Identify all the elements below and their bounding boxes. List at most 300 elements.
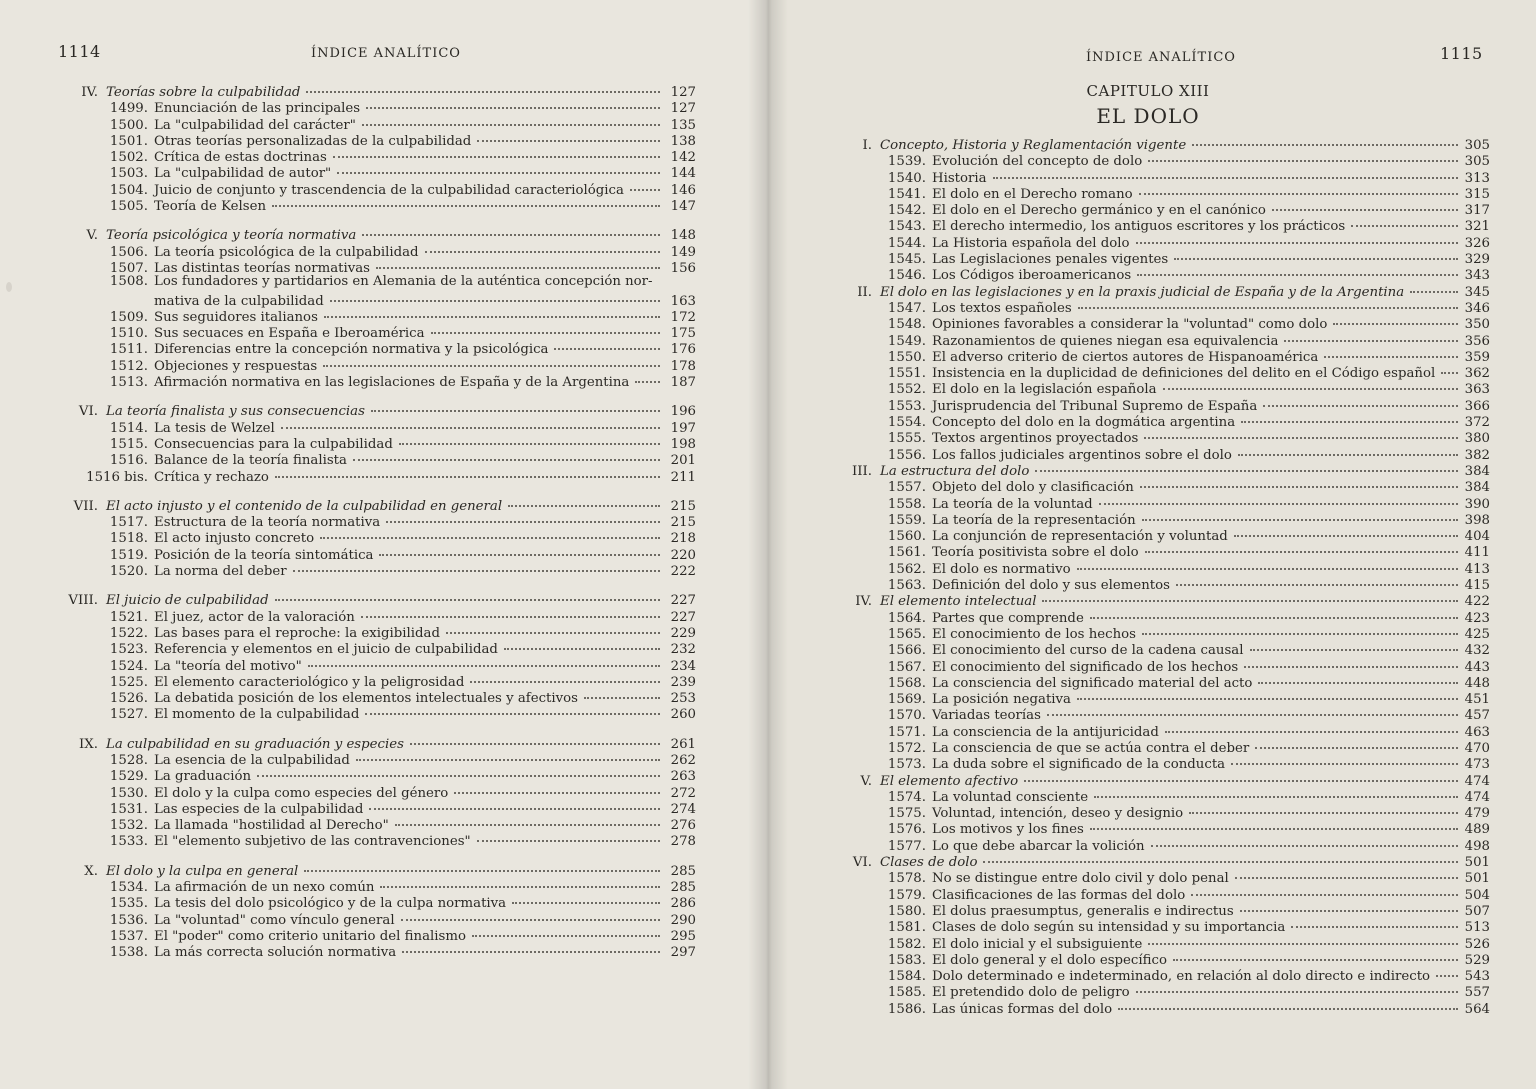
entry-title: El dolo en la legislación española: [932, 382, 1157, 398]
dot-leader: [508, 493, 660, 507]
dot-leader: [337, 160, 660, 174]
entry-number: 1569.: [887, 692, 926, 708]
entry-number: 1529.: [109, 769, 148, 785]
section-number: IX.: [79, 736, 98, 752]
section-page: 285: [670, 863, 696, 879]
entry-title: La debatida posición de los elementos intelectuales y afectivos: [154, 691, 578, 707]
entry-title: La consciencia del significado material del acto: [932, 675, 1253, 691]
dot-leader: [446, 620, 660, 634]
section-number: I.: [862, 138, 872, 153]
dot-leader: [504, 636, 660, 650]
entry-number: 1565.: [887, 626, 926, 642]
entry-page: 215: [670, 515, 696, 531]
entry-title: El dolus praesumptus, generalis e indirectus: [932, 903, 1234, 919]
entry-page: 473: [1464, 757, 1490, 773]
entry-number: 1511.: [109, 342, 148, 358]
entry-number: 1554.: [887, 415, 926, 431]
section-title: La estructura del dolo: [880, 463, 1030, 479]
entry-title: Consecuencias para la culpabilidad: [154, 436, 393, 452]
entry-page: 178: [670, 358, 696, 374]
dot-leader: [362, 112, 660, 126]
dot-leader: [1192, 132, 1458, 146]
entry-page: 149: [670, 244, 696, 260]
toc-entry: [830, 950, 1490, 966]
dot-leader: [369, 796, 660, 810]
dot-leader: [477, 128, 660, 142]
entry-title: Razonamientos de quienes niegan esa equivalencia: [932, 333, 1279, 349]
toc-entry: [64, 467, 696, 483]
dot-leader: [1244, 654, 1458, 668]
entry-page: 229: [670, 625, 696, 641]
entry-page: 489: [1464, 822, 1490, 838]
entry-page: 220: [670, 547, 696, 563]
entry-page: 262: [670, 752, 696, 768]
entry-title: Las bases para el reproche: la exigibilidad: [154, 625, 440, 641]
dot-leader: [1078, 295, 1458, 309]
dot-leader: [1333, 311, 1458, 325]
dot-leader: [1047, 702, 1458, 716]
entry-number: 1508.: [109, 274, 148, 290]
dot-leader: [1410, 279, 1458, 293]
dot-leader: [1176, 572, 1458, 586]
section-title: La culpabilidad en su graduación y especies: [106, 736, 404, 752]
entry-number: 1562.: [887, 561, 926, 577]
dot-leader: [380, 874, 660, 888]
entry-page: 197: [670, 420, 696, 436]
entry-number: 1540.: [887, 170, 926, 186]
entry-page: 274: [670, 801, 696, 817]
entry-title: Las especies de la culpabilidad: [154, 801, 364, 817]
entry-page: 474: [1464, 789, 1490, 805]
entry-number: 1552.: [887, 382, 926, 398]
dot-leader: [1234, 523, 1458, 537]
entry-page: 156: [670, 260, 696, 276]
entry-number: 1517.: [109, 515, 148, 531]
entry-number: 1582.: [887, 936, 926, 952]
entry-title: Los Códigos iberoamericanos: [932, 268, 1132, 284]
section-title: La teoría finalista y sus consecuencias: [106, 404, 365, 420]
entry-title: La "culpabilidad del carácter": [154, 117, 356, 133]
entry-title: Otras teorías personalizadas de la culpabilidad: [154, 133, 472, 149]
dot-leader: [362, 222, 660, 236]
entry-number: 1525.: [109, 674, 148, 690]
chapter-label: CAPITULO XIII: [1086, 82, 1210, 100]
entry-title: Balance de la teoría finalista: [154, 453, 347, 469]
dot-leader: [1250, 637, 1459, 651]
dot-leader: [472, 923, 660, 937]
dot-leader: [983, 849, 1458, 863]
dot-leader: [333, 144, 660, 158]
entry-title: Definición del dolo y sus elementos: [932, 578, 1170, 594]
entry-page: 315: [1464, 186, 1490, 202]
entry-title: La teoría de la representación: [932, 512, 1136, 528]
section-page: 227: [670, 593, 696, 609]
entry-number: 1516.: [109, 453, 148, 469]
entry-number: 1544.: [887, 235, 926, 251]
entry-page: 305: [1464, 154, 1490, 170]
entry-number: 1578.: [887, 871, 926, 887]
entry-number: 1572.: [887, 740, 926, 756]
entry-page: 172: [670, 309, 696, 325]
section-page: 474: [1464, 773, 1490, 789]
entry-number: 1542.: [887, 203, 926, 219]
section-page: 127: [670, 85, 696, 100]
dot-leader: [275, 464, 660, 478]
dot-leader: [1042, 588, 1458, 602]
dot-leader: [1024, 768, 1458, 782]
entry-page: 317: [1464, 203, 1490, 219]
dot-leader: [1291, 914, 1458, 928]
dot-leader: [395, 812, 660, 826]
entry-title: Sus secuaces en España e Iberoamérica: [154, 326, 425, 342]
entry-number: 1537.: [109, 928, 148, 944]
entry-page: 198: [670, 436, 696, 452]
toc-entry: [64, 704, 696, 723]
toc-entry: [830, 999, 1490, 1015]
entry-page: 564: [1464, 1001, 1490, 1017]
entry-number: 1507.: [109, 260, 148, 276]
dot-leader: [306, 79, 660, 93]
entry-page: 290: [670, 912, 696, 928]
entry-page: 286: [670, 896, 696, 912]
section-page: 196: [670, 404, 696, 420]
toc-entry: [64, 831, 696, 850]
entry-page: 384: [1464, 480, 1490, 496]
entry-title: El "poder" como criterio unitario del finalismo: [154, 928, 466, 944]
right-toc: [830, 135, 1490, 1015]
section-page: 261: [670, 736, 696, 752]
entry-number: 1579.: [887, 887, 926, 903]
entry-page: 147: [670, 199, 696, 215]
dot-leader: [399, 431, 660, 445]
dot-leader: [1238, 442, 1458, 456]
dot-leader: [324, 304, 660, 318]
entry-page: 175: [670, 326, 696, 342]
dot-leader: [1035, 458, 1458, 472]
dot-leader: [281, 415, 660, 429]
dot-leader: [1142, 507, 1458, 521]
dot-leader: [308, 653, 660, 667]
section-title: El elemento afectivo: [880, 773, 1019, 789]
dot-leader: [293, 558, 660, 572]
entry-number: 1561.: [887, 545, 926, 561]
section-title: El acto injusto y el contenido de la culpabilidad en general: [106, 498, 503, 514]
entry-title: El conocimiento de los hechos: [932, 626, 1136, 642]
entry-page: 457: [1464, 708, 1490, 724]
entry-title: Las Legislaciones penales vigentes: [932, 252, 1169, 268]
dot-leader: [1241, 409, 1458, 423]
dot-leader: [257, 763, 660, 777]
entry-title: El dolo general y el dolo específico: [932, 952, 1167, 968]
dot-leader: [1090, 605, 1458, 619]
dot-leader: [353, 447, 660, 461]
entry-number: 1523.: [109, 642, 148, 658]
entry-page: 187: [670, 375, 696, 391]
entry-title: Las únicas formas del dolo: [932, 1001, 1113, 1017]
entry-title: Referencia y elementos en el juicio de culpabilidad: [154, 642, 498, 658]
toc-entry: [64, 561, 696, 580]
entry-title: La consciencia de la antijuricidad: [932, 724, 1159, 740]
entry-number: 1504.: [109, 182, 148, 198]
dot-leader: [361, 604, 660, 618]
entry-page: 557: [1464, 985, 1490, 1001]
dot-leader: [1235, 865, 1458, 879]
entry-number: 1567.: [887, 659, 926, 675]
entry-page: 463: [1464, 724, 1490, 740]
section-title: El elemento intelectual: [880, 594, 1037, 610]
dot-leader: [1148, 931, 1458, 945]
section-number: IV.: [81, 85, 98, 100]
entry-number: 1559.: [887, 512, 926, 528]
entry-page: 278: [670, 834, 696, 850]
toc-entry: [830, 265, 1490, 284]
entry-title: La graduación: [154, 769, 252, 785]
entry-number: 1545.: [887, 252, 926, 268]
entry-number: 1584.: [887, 969, 926, 985]
entry-title: No se distingue entre dolo civil y dolo penal: [932, 871, 1229, 887]
entry-page: 222: [670, 564, 696, 580]
dot-leader: [376, 255, 660, 269]
dot-leader: [584, 685, 660, 699]
toc-entry: [64, 196, 696, 215]
entry-number: 1581.: [887, 920, 926, 936]
entry-page: 372: [1464, 415, 1490, 431]
entry-number: 1555.: [887, 431, 926, 447]
dot-leader: [554, 336, 660, 350]
entry-title: Variadas teorías: [932, 708, 1041, 724]
dot-leader: [1165, 719, 1458, 733]
entry-number: 1518.: [109, 531, 148, 547]
section-title: Clases de dolo: [880, 855, 978, 871]
entry-title: El dolo en el Derecho germánico y en el canónico: [932, 203, 1266, 219]
entry-title: La Historia española del dolo: [932, 235, 1130, 251]
entry-number: 1564.: [887, 610, 926, 626]
entry-number: 1560.: [887, 529, 926, 545]
right-page: [768, 0, 1536, 1089]
dot-leader: [1118, 996, 1458, 1010]
entry-title: El dolo es normativo: [932, 561, 1071, 577]
entry-title: Concepto del dolo en la dogmática argentina: [932, 415, 1236, 431]
section-number: II.: [857, 284, 872, 300]
entry-page: 363: [1464, 382, 1490, 398]
entry-page: 543: [1464, 969, 1490, 985]
entry-page: 127: [670, 101, 696, 117]
entry-page: 234: [670, 658, 696, 674]
entry-page: 411: [1464, 545, 1490, 561]
entry-page: 498: [1464, 838, 1490, 854]
entry-title: El elemento caracteriológico y la peligrosidad: [154, 674, 465, 690]
entry-page: 350: [1464, 317, 1490, 333]
entry-title: Los fallos judiciales argentinos sobre el dolo: [932, 447, 1232, 463]
entry-title: Las distintas teorías normativas: [154, 260, 371, 276]
dot-leader: [1148, 148, 1458, 162]
entry-number: 1563.: [887, 578, 926, 594]
entry-page: 413: [1464, 561, 1490, 577]
dot-leader: [1173, 947, 1458, 961]
entry-number: 1541.: [887, 186, 926, 202]
entry-page: 232: [670, 642, 696, 658]
entry-title: Historia: [932, 170, 987, 186]
section-title: El dolo y la culpa en general: [106, 863, 299, 879]
entry-number: 1574.: [887, 789, 926, 805]
entry-page: 276: [670, 818, 696, 834]
dot-leader: [1139, 181, 1458, 195]
chapter-title: EL DOLO: [1096, 104, 1200, 128]
entry-title: Diferencias entre la concepción normativa y la psicológica: [154, 342, 549, 358]
entry-page: 356: [1464, 333, 1490, 349]
entry-number: 1505.: [109, 199, 148, 215]
dot-leader: [1142, 621, 1458, 635]
dot-leader: [1255, 735, 1458, 749]
dot-leader: [1163, 376, 1458, 390]
dot-leader: [1263, 393, 1458, 407]
entry-number: 1535.: [109, 896, 148, 912]
entry-number: 1557.: [887, 480, 926, 496]
chapter-heading: [848, 82, 1448, 128]
entry-number: 1513.: [109, 375, 148, 391]
entry-page: 138: [670, 133, 696, 149]
entry-page: 313: [1464, 170, 1490, 186]
entry-number: 1512.: [109, 358, 148, 374]
entry-title: Posición de la teoría sintomática: [154, 547, 374, 563]
entry-page: 432: [1464, 643, 1490, 659]
dot-leader: [356, 747, 660, 761]
entry-number: 1585.: [887, 985, 926, 1001]
section-page: 345: [1464, 284, 1490, 300]
dot-leader: [1077, 556, 1458, 570]
entry-page: 513: [1464, 920, 1490, 936]
entry-title: El dolo y la culpa como especies del género: [154, 785, 449, 801]
entry-page: 285: [670, 880, 696, 896]
section-number: VIII.: [68, 593, 98, 609]
toc-entry: [64, 372, 696, 391]
entry-title: Los motivos y los fines: [932, 822, 1084, 838]
dot-leader: [320, 525, 660, 539]
entry-title: Dolo determinado e indeterminado, en relación al dolo directo e indirecto: [932, 969, 1431, 985]
entry-page: 451: [1464, 692, 1490, 708]
entry-number: 1532.: [109, 818, 148, 834]
entry-page: 295: [670, 928, 696, 944]
entry-page: 329: [1464, 252, 1490, 268]
entry-page: 135: [670, 117, 696, 133]
entry-title: La "culpabilidad de autor": [154, 166, 332, 182]
entry-title: Opiniones favorables a considerar la "voluntad" como dolo: [932, 317, 1328, 333]
entry-page: 263: [670, 769, 696, 785]
section-number: III.: [852, 463, 872, 479]
entry-number: 1580.: [887, 903, 926, 919]
section-title: El dolo en las legislaciones y en la praxis judicial de España y de la Argentina: [880, 284, 1405, 300]
entry-title: Teoría de Kelsen: [154, 199, 267, 215]
dot-leader: [304, 858, 660, 872]
dot-leader: [402, 939, 660, 953]
dot-leader: [275, 587, 660, 601]
entry-number: 1546.: [887, 268, 926, 284]
entry-number: 1521.: [109, 609, 148, 625]
entry-title: La esencia de la culpabilidad: [154, 752, 350, 768]
entry-title: La afirmación de un nexo común: [154, 880, 375, 896]
dot-leader: [1272, 197, 1458, 211]
entry-page: 443: [1464, 659, 1490, 675]
entry-title: Enunciación de las principales: [154, 101, 361, 117]
entry-page: 326: [1464, 235, 1490, 251]
entry-number: 1550.: [887, 349, 926, 365]
entry-page: 176: [670, 342, 696, 358]
entry-number: 1571.: [887, 724, 926, 740]
entry-number: 1536.: [109, 912, 148, 928]
entry-number: 1575.: [887, 806, 926, 822]
entry-title: El dolo inicial y el subsiguiente: [932, 936, 1143, 952]
entry-title: El momento de la culpabilidad: [154, 707, 360, 723]
entry-title: El derecho intermedio, los antiguos escritores y los prácticos: [932, 219, 1346, 235]
entry-title: El "elemento subjetivo de las contravenciones": [154, 834, 471, 850]
section-number: VII.: [73, 498, 98, 514]
entry-page: 423: [1464, 610, 1490, 626]
entry-number: 1573.: [887, 757, 926, 773]
dot-leader: [630, 177, 660, 191]
entry-number: 1530.: [109, 785, 148, 801]
dot-leader: [323, 353, 660, 367]
dot-leader: [1441, 360, 1458, 374]
entry-page: 201: [670, 453, 696, 469]
entry-number: 1516 bis.: [86, 469, 148, 485]
entry-page: 218: [670, 531, 696, 547]
dot-leader: [1136, 230, 1458, 244]
dot-leader: [1136, 979, 1458, 993]
entry-number: 1533.: [109, 834, 148, 850]
dot-leader: [1077, 686, 1458, 700]
entry-title: La voluntad consciente: [932, 789, 1089, 805]
entry-number: 1528.: [109, 752, 148, 768]
entry-title: Voluntad, intención, deseo y designio: [932, 806, 1184, 822]
entry-number: 1519.: [109, 547, 148, 563]
entry-page: 144: [670, 166, 696, 182]
section-title: Teorías sobre la culpabilidad: [106, 85, 301, 100]
dot-leader: [425, 239, 660, 253]
entry-title: El juez, actor de la valoración: [154, 609, 355, 625]
entry-page: 504: [1464, 887, 1490, 903]
dot-leader: [1151, 833, 1458, 847]
entry-page: 390: [1464, 496, 1490, 512]
dot-leader: [272, 193, 660, 207]
section-title: Teoría psicológica y teoría normativa: [106, 228, 357, 244]
entry-page: 366: [1464, 398, 1490, 414]
entry-page: 146: [670, 182, 696, 198]
entry-title: Crítica y rechazo: [154, 469, 269, 485]
entry-title: El adverso criterio de ciertos autores de Hispanoamérica: [932, 349, 1319, 365]
entry-number: 1524.: [109, 658, 148, 674]
entry-page: 415: [1464, 578, 1490, 594]
dot-leader: [1140, 474, 1458, 488]
entry-title: Clasificaciones de las formas del dolo: [932, 887, 1186, 903]
dot-leader: [993, 165, 1458, 179]
entry-number: 1527.: [109, 707, 148, 723]
toc-entry: [64, 942, 696, 961]
dot-leader: [371, 398, 660, 412]
entry-page: 260: [670, 707, 696, 723]
entry-title: La "voluntad" como vínculo general: [154, 912, 395, 928]
entry-title: El acto injusto concreto: [154, 531, 315, 547]
entry-page: 227: [670, 609, 696, 625]
entry-number: 1499.: [109, 101, 148, 117]
entry-title: Afirmación normativa en las legislaciones de España y de la Argentina: [154, 375, 630, 391]
entry-number: 1558.: [887, 496, 926, 512]
entry-title: Los fundadores y partidarios en Alemania de la auténtica concepción nor-: [154, 274, 653, 290]
toc-entry: [64, 163, 696, 182]
entry-title: Estructura de la teoría normativa: [154, 515, 381, 531]
entry-title: El pretendido dolo de peligro: [932, 985, 1130, 1001]
dot-leader: [431, 320, 660, 334]
entry-number: 1568.: [887, 675, 926, 691]
